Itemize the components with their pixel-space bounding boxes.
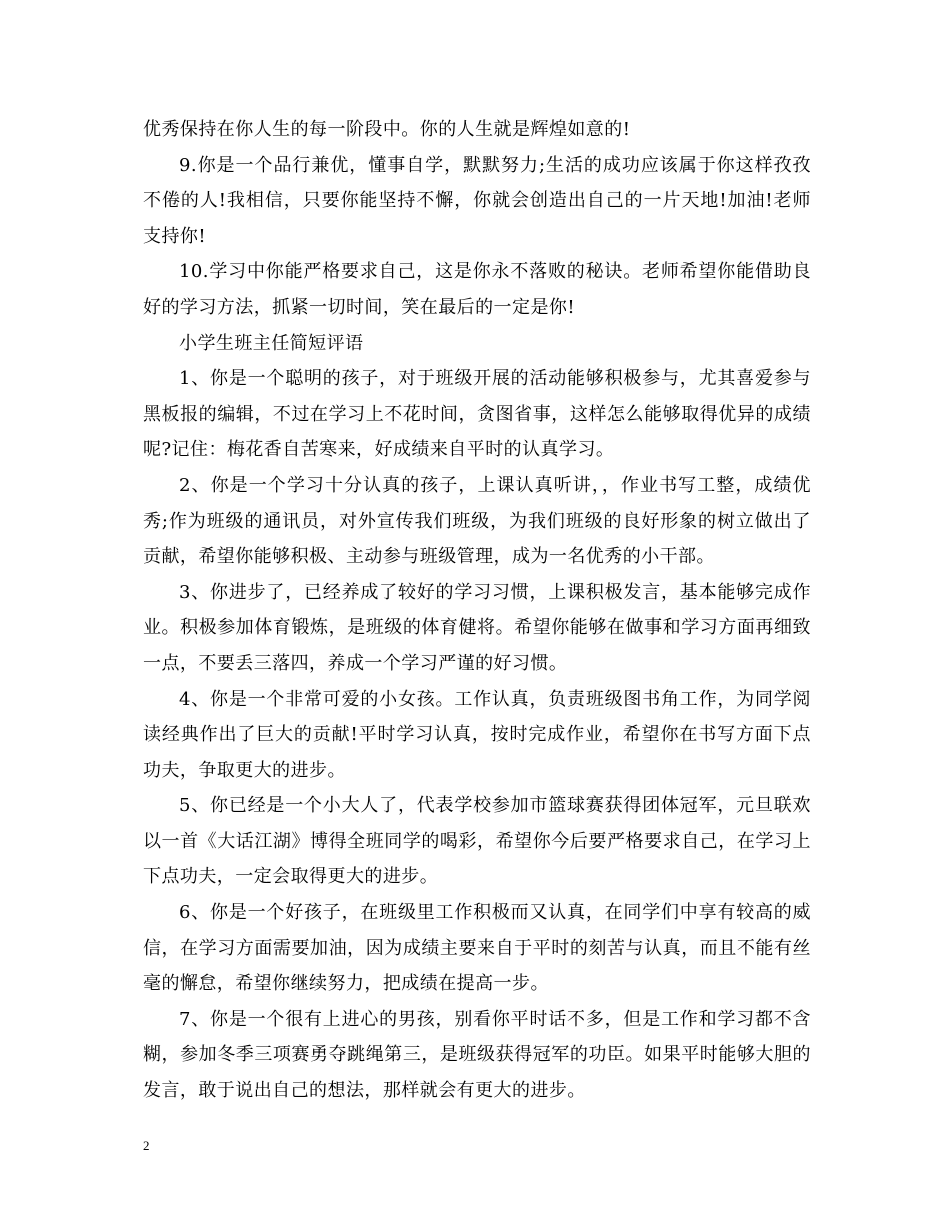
paragraph-comment-2: 2、你是一个学习十分认真的孩子，上课认真听讲，，作业书写工整，成绩优秀;作为班级的通讯员，对外宣传我们班级，为我们班级的良好形象的树立做出了贡献，希望你能够积极、主动参与班级管理，成为一名优秀的小干部。 xyxy=(143,474,811,568)
page-number: 2 xyxy=(143,1138,150,1153)
document-body xyxy=(143,112,811,1109)
paragraph-comment-9: 9.你是一个品行兼优，懂事自学，默默努力;生活的成功应该属于你这样孜孜不倦的人!我相信，只要你能坚持不懈，你就会创造出自己的一片天地!加油!老师支持你! xyxy=(143,154,811,247)
section-heading: 小学生班主任简短评语 xyxy=(179,332,364,354)
paragraph-continuation: 优秀保持在你人生的每一阶段中。你的人生就是辉煌如意的! xyxy=(143,119,631,140)
paragraph-comment-5: 5、你已经是一个小大人了，代表学校参加市篮球赛获得团体冠军，元旦联欢以一首《大话江湖》博得全班同学的喝彩，希望你今后要严格要求自己，在学习上下点功夫，一定会取得更大的进步。 xyxy=(143,795,811,888)
paragraph-comment-3: 3、你进步了，已经养成了较好的学习习惯，上课积极发言，基本能够完成作业。积极参加体育锻炼，是班级的体育健将。希望你能够在做事和学习方面再细致一点，不要丢三落四，养成一个学习严谨的好习惯。 xyxy=(143,581,811,674)
paragraph-comment-7: 7、你是一个很有上进心的男孩，别看你平时话不多，但是工作和学习都不含糊，参加冬季三项赛勇夺跳绳第三，是班级获得冠军的功臣。如果平时能够大胆的发言，敢于说出自己的想法，那样就会有更大的进步。 xyxy=(143,1008,811,1102)
paragraph-comment-4: 4、你是一个非常可爱的小女孩。工作认真，负责班级图书角工作，为同学阅读经典作出了巨大的贡献!平时学习认真，按时完成作业，希望你在书写方面下点功夫，争取更大的进步。 xyxy=(143,688,811,781)
paragraph-comment-6: 6、你是一个好孩子，在班级里工作积极而又认真，在同学们中享有较高的威信，在学习方面需要加油，因为成绩主要来自于平时的刻苦与认真，而且不能有丝毫的懈怠，希望你继续努力，把成绩在提高一步。 xyxy=(143,902,811,995)
paragraph-comment-10: 10.学习中你能严格要求自己，这是你永不落败的秘诀。老师希望你能借助良好的学习方法，抓紧一切时间，笑在最后的一定是你! xyxy=(143,261,811,318)
paragraph-comment-1: 1、你是一个聪明的孩子，对于班级开展的活动能够积极参与，尤其喜爱参与黑板报的编辑，不过在学习上不花时间，贪图省事，这样怎么能够取得优异的成绩呢?记住：梅花香自苦寒来，好成绩来自平时的认真学习。 xyxy=(143,368,811,461)
